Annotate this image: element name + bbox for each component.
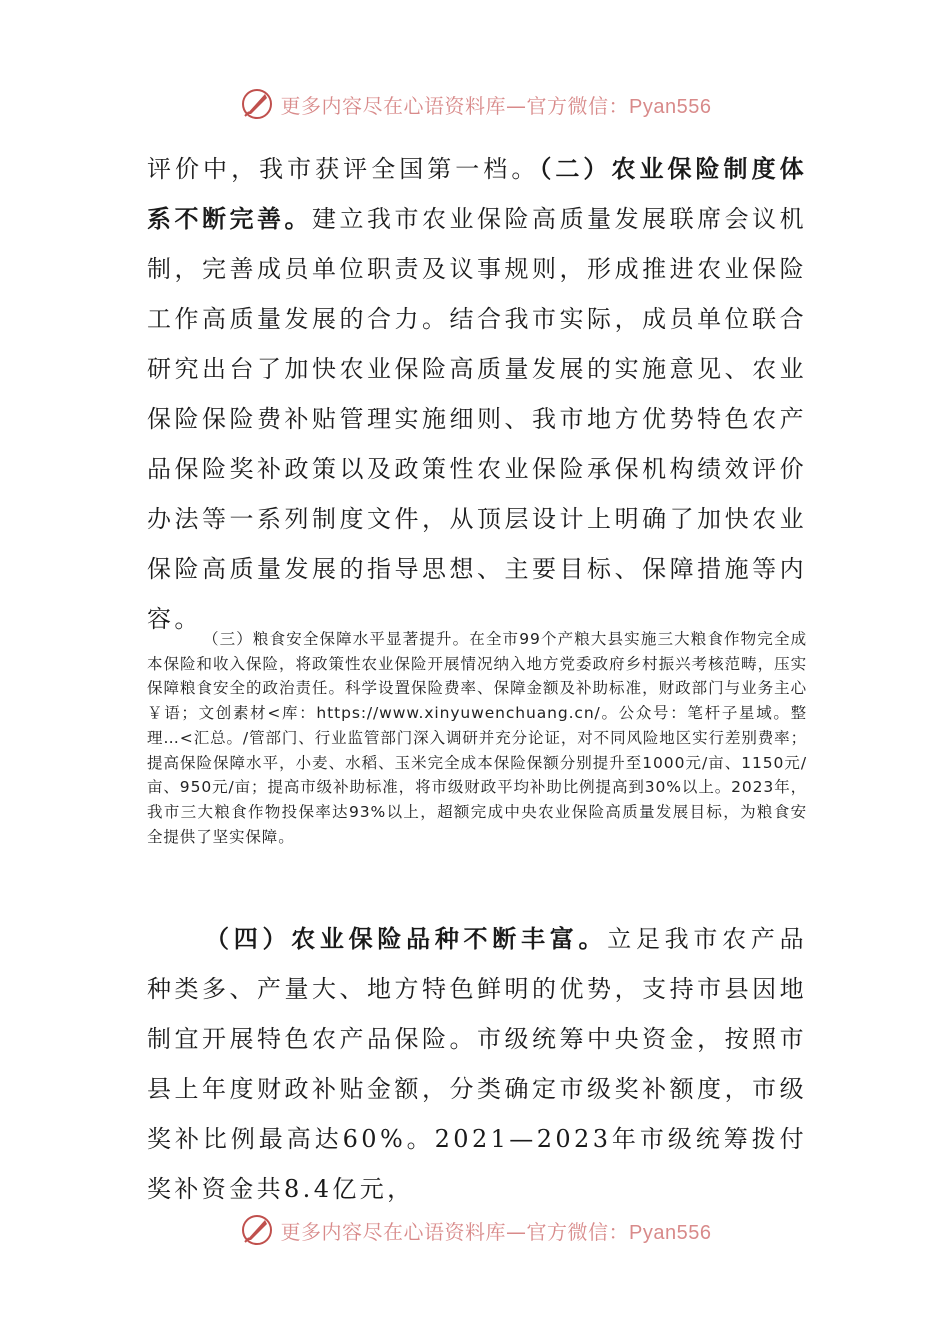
section-2-heading: （二）农业保险制度体系不断完善。 (147, 154, 807, 233)
paragraph-2: （三）粮食安全保障水平显著提升。在全市99个产粮大县实施三大粮食作物完全成本保险和收入保险，将政策性农业保险开展情况纳入地方党委政府乡村振兴考核范畴，压实保障粮食安全的政治责任。科学设置保险费率、保障金额及补助标准，财政部门与业务主心￥语；文创素材<库：https://www.xinyuwenchuang.cn/。公众号：笔杆子星域。整理…<汇总。/管部门、行业监管部门深入调研并充分论证，对不同风险地区实行差别费率；提高保险保障水平，小麦、水稻、玉米完全成本保险保额分别提升至1000元/亩、1150元/亩、950元/亩；提高市级补助标准，将市级财政平均补助比例提高到30%以上。2023年，我市三大粮食作物投保率达93%以上，超额完成中央农业保险高质量发展目标，为粮食安全提供了坚实保障。 (147, 630, 807, 846)
banner-text: 更多内容尽在心语资料库—官方微信：Pyan556 (280, 93, 712, 118)
paragraph-1-body: 建立我市农业保险高质量发展联席会议机制，完善成员单位职责及议事规则，形成推进农业保险工作高质量发展的合力。结合我市实际，成员单位联合研究出台了加快农业保险高质量发展的实施意见、农业保险保险费补贴管理实施细则、我市地方优势特色农产品保险奖补政策以及政策性农业保险承保机构绩效评价办法等一系列制度文件，从顶层设计上明确了加快农业保险高质量发展的指导思想、主要目标、保障措施等内容。 (147, 205, 807, 633)
footer-banner (0, 1210, 950, 1250)
section-4-heading: （四）农业保险品种不断丰富。 (205, 924, 608, 953)
header-banner (0, 84, 950, 124)
quill-logo-icon (239, 86, 275, 122)
banner-text: 更多内容尽在心语资料库—官方微信：Pyan556 (280, 1219, 712, 1244)
paragraph-1 (147, 144, 807, 644)
paragraph-3-body: 立足我市农产品种类多、产量大、地方特色鲜明的优势，支持市县因地制宜开展特色农产品保险。市级统筹中央资金，按照市县上年度财政补贴金额，分类确定市级奖补额度，市级奖补比例最高达60%。2021—2023年市级统筹拨付奖补资金共8.4亿元， (147, 925, 807, 1203)
paragraph-3 (147, 914, 807, 1214)
quill-logo-icon (239, 1212, 275, 1248)
paragraph-1-lead: 评价中，我市获评全国第一档。 (147, 155, 540, 183)
